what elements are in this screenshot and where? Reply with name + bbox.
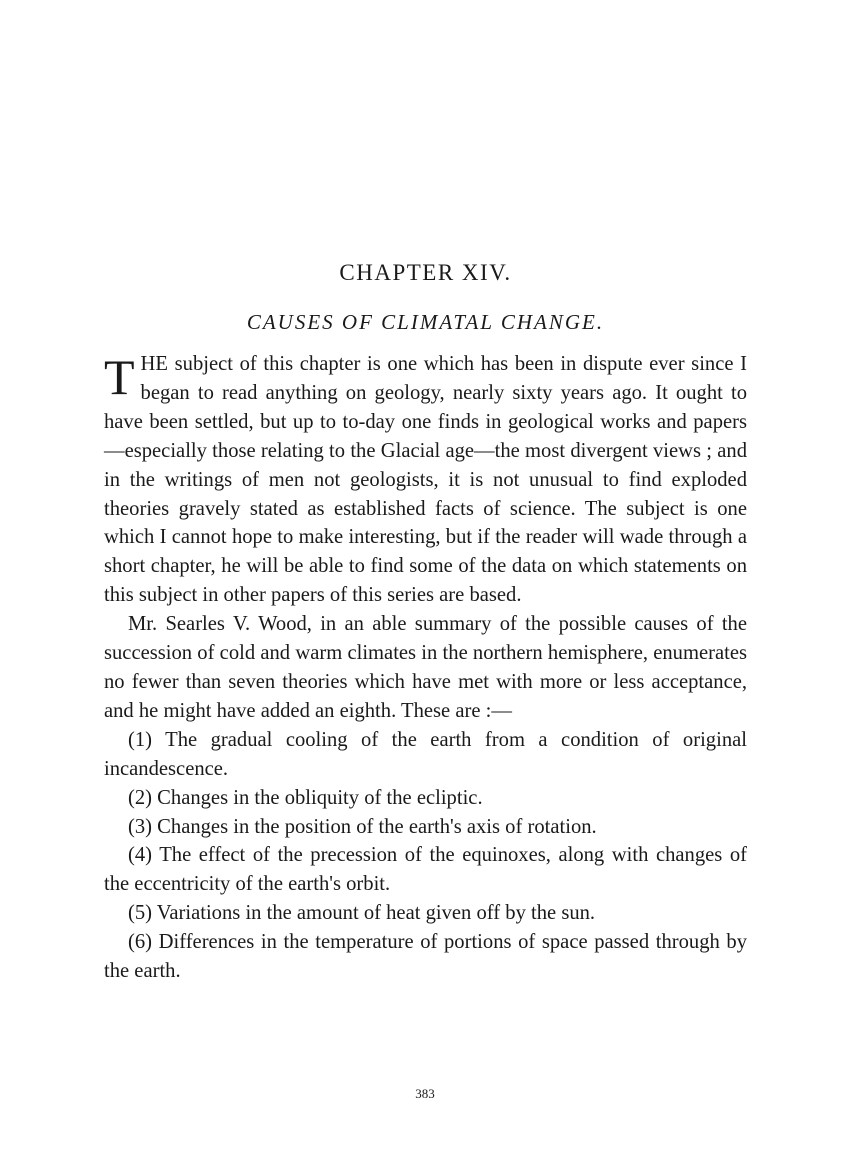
intro-paragraph — [104, 350, 747, 610]
wood-paragraph: Mr. Searles V. Wood, in an able summary of the possible causes of the succession of cold and warm climates in the northern hemisphere, enumerates no fewer than seven theories which have met with more or less acceptance, and he might have added an eighth. These are :— — [104, 613, 747, 722]
list-item-3: (3) Changes in the position of the earth's axis of rotation. — [128, 815, 597, 838]
chapter-number: CHAPTER XIV. — [339, 260, 512, 285]
list-item-2: (2) Changes in the obliquity of the ecliptic. — [128, 786, 483, 809]
list-item-6: (6) Differences in the temperature of portions of space passed through by the earth. — [104, 931, 747, 983]
intro-paragraph-text: HE subject of this chapter is one which has been in dispute ever since I began to read anything on geology, nearly sixty years ago. It ought to have been settled, but up to to-day one finds in geological works and papers—especially those relating to the Glacial age—the most divergent views ; and in the writings of men not geologists, it is not unusual to find exploded theories gravely stated as established facts of science. The subject is one which I cannot hope to make interesting, but if the reader will wade through a short chapter, he will be able to find some of the data on which statements on this subject in other papers of this series are based. — [104, 353, 747, 607]
list-item-4: (4) The effect of the precession of the equinoxes, along with changes of the eccentricity of the earth's orbit. — [104, 844, 747, 896]
list-item-5: (5) Variations in the amount of heat given off by the sun. — [128, 902, 596, 925]
page-number: 383 — [415, 1086, 435, 1101]
list-item-1: (1) The gradual cooling of the earth from a condition of original incandescence. — [104, 728, 747, 780]
page-body — [104, 258, 747, 986]
chapter-title: CAUSES OF CLIMATAL CHANGE. — [246, 310, 605, 334]
drop-cap-letter: T — [104, 349, 135, 405]
